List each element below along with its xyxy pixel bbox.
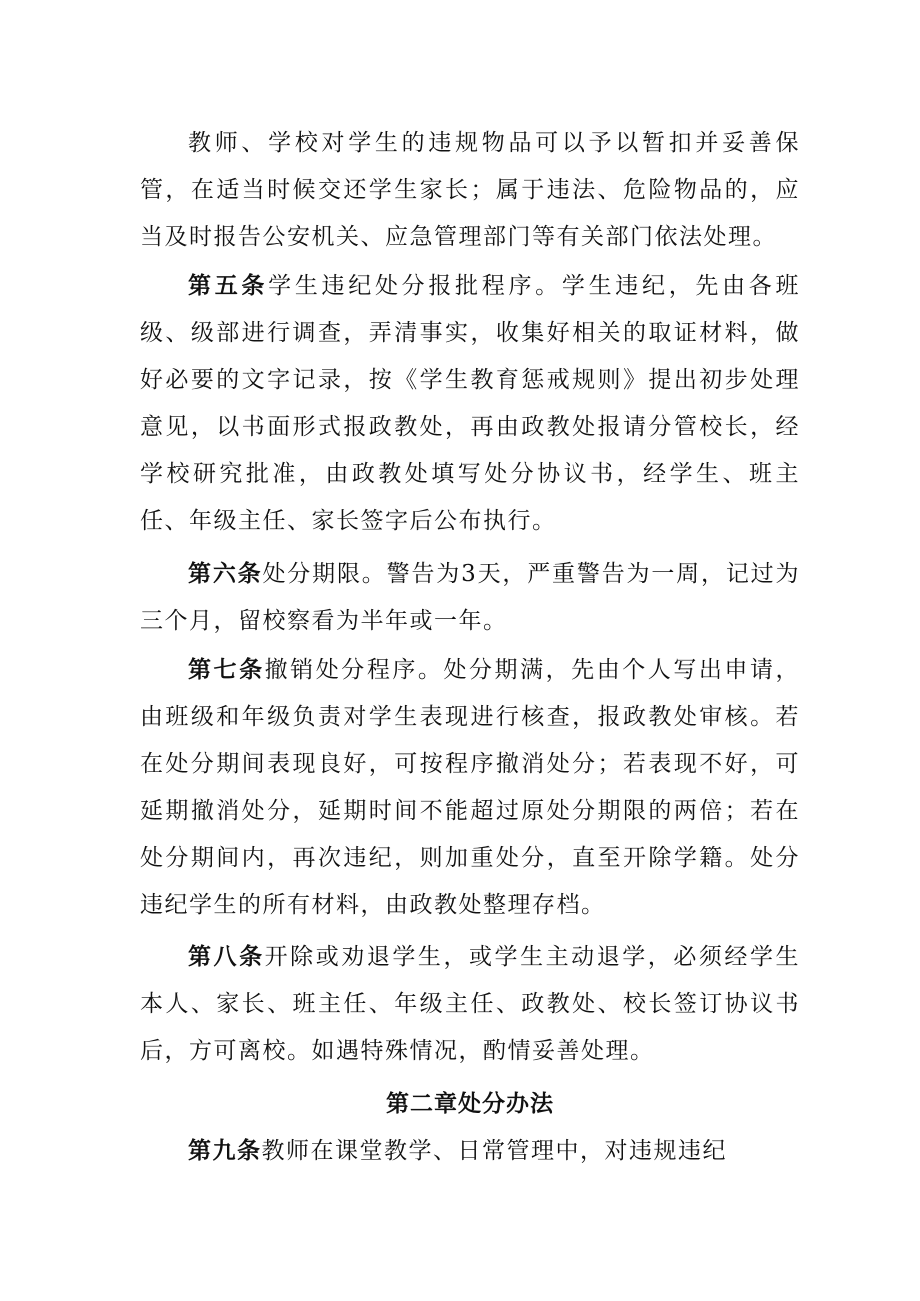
article-heading: 第六条 [188, 560, 263, 587]
article-6 [140, 550, 800, 645]
paragraph-text: 教师、学校对学生的违规物品可以予以暂扣并妥善保管，在适当时候交还学生家长；属于违法、危险物品的，应当及时报告公安机关、应急管理部门等有关部门依法处理。 [140, 130, 800, 250]
article-7 [140, 646, 800, 929]
article-heading: 第九条 [188, 1137, 262, 1164]
article-text: 学生违纪处分报批程序。学生违纪，先由各班级、级部进行调查，弄清事实，收集好相关的取证材料，做好必要的文字记录，按《学生教育惩戒规则》提出初步处理意见，以书面形式报政教处，再由政教处报请分管校长，经学校研究批准，由政教处填写处分协议书，经学生、班主任、年级主任、家长签字后公布执行。 [140, 273, 801, 534]
chapter-title: 第二章处分办法 [386, 1090, 554, 1117]
article-text: 开除或劝退学生，或学生主动退学，必须经学生本人、家长、班主任、年级主任、政教处、校长签订协议书后，方可离校。如遇特殊情况，酌情妥善处理。 [140, 944, 801, 1064]
article-heading: 第七条 [188, 656, 265, 683]
article-5 [140, 262, 800, 545]
paragraph-confiscation [140, 120, 800, 261]
article-8 [140, 933, 800, 1075]
article-9 [140, 1127, 800, 1175]
article-text: 教师在课堂教学、日常管理中，对违规违纪 [261, 1138, 727, 1164]
article-text: 处分期限。警告为3天，严重警告为一周，记过为三个月，留校察看为半年或一年。 [140, 561, 800, 634]
article-heading: 第五条 [188, 272, 269, 299]
article-heading: 第八条 [188, 943, 265, 970]
article-text: 撤销处分程序。处分期满，先由个人写出申请，由班级和年级负责对学生表现进行核查，报政教处审核。若在处分期间表现良好，可按程序撤消处分；若表现不好，可延期撤消处分，延期时间不能超过原处分期限的两倍；若在处分期间内，再次违纪，则加重处分，直至开除学籍。处分违纪学生的所有材料，由政教处整理存档。 [140, 657, 801, 918]
